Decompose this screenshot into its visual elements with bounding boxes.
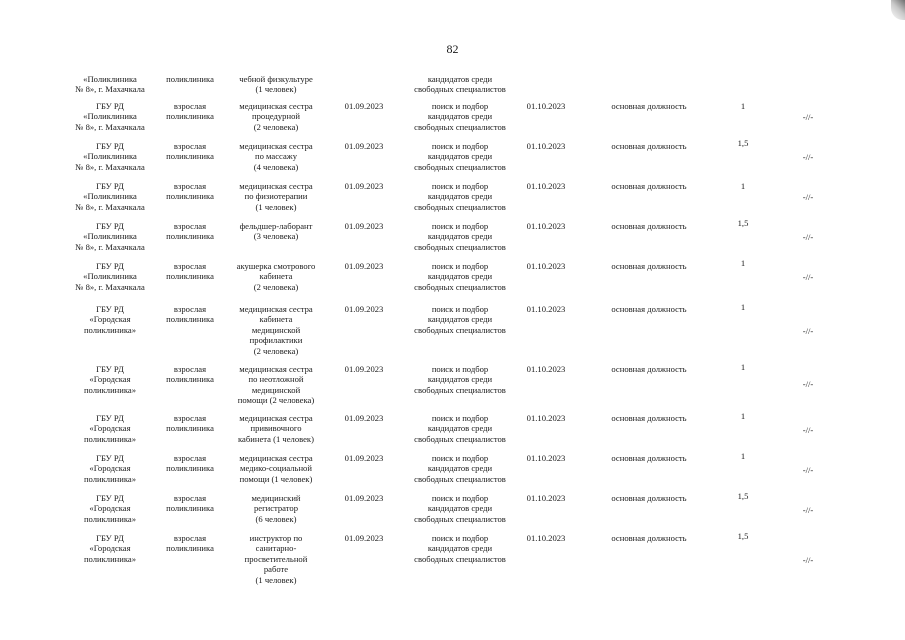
activity-cell <box>402 413 518 444</box>
position-cell <box>225 413 327 444</box>
organization-cell-line: поликлиника» <box>83 513 137 524</box>
position-cell-line: профилактики <box>249 335 303 346</box>
institution-type-cell <box>150 74 230 84</box>
organization-cell-line: ГБУ РД <box>96 453 124 463</box>
organization-cell-line: № 8», г. Махачкала <box>75 84 145 95</box>
start-date-cell: 01.09.2023 <box>344 141 384 151</box>
institution-type-cell-line: взрослая <box>173 364 207 374</box>
position-cell-line: (1 человек) <box>255 201 297 212</box>
activity-cell <box>402 221 518 252</box>
organization-cell-line: ГБУ РД <box>96 364 124 374</box>
institution-type-cell-line: взрослая <box>173 181 207 191</box>
activity-cell-line: свободных специалистов <box>414 281 506 292</box>
position-cell-line: медицинский <box>251 493 301 503</box>
organization-cell-line: ГБУ РД <box>96 141 124 151</box>
institution-type-cell <box>150 413 230 434</box>
end-date-cell: 01.10.2023 <box>526 101 566 111</box>
activity-cell-line: поиск и подбор <box>431 141 489 151</box>
rate-cell: 1 <box>740 101 746 111</box>
activity-cell <box>402 181 518 212</box>
end-date-cell: 01.10.2023 <box>526 304 566 314</box>
activity-cell-line: кандидатов среди <box>427 74 493 84</box>
ditto-mark-cell: -//- <box>802 425 814 435</box>
organization-cell <box>55 453 165 484</box>
organization-cell-line: «Поликлиника <box>83 271 137 282</box>
start-date-cell: 01.09.2023 <box>344 364 384 374</box>
position-cell-line: медицинской <box>251 324 301 335</box>
activity-cell-line: кандидатов среди <box>427 423 493 434</box>
activity-cell-line: поиск и подбор <box>431 304 489 314</box>
activity-cell-line: кандидатов среди <box>427 111 493 122</box>
activity-cell-line: свободных специалистов <box>414 553 506 564</box>
position-cell-line: медицинской <box>251 384 301 395</box>
organization-cell-line: «Поликлиника <box>83 191 137 202</box>
institution-type-cell-line: взрослая <box>173 533 207 543</box>
position-cell-line: инструктор по <box>249 533 303 543</box>
position-cell-line: (2 человека) <box>253 121 299 132</box>
organization-cell <box>55 141 165 172</box>
activity-cell-line: поиск и подбор <box>431 261 489 271</box>
position-cell-line: (2 человека) <box>253 345 299 356</box>
organization-cell <box>55 304 165 335</box>
position-cell-line: медицинская сестра <box>239 364 313 374</box>
organization-cell <box>55 74 165 95</box>
employment-kind-cell: основная должность <box>611 141 687 151</box>
position-cell-line: кабинета <box>259 314 293 325</box>
employment-kind-cell: основная должность <box>611 453 687 463</box>
organization-cell-line: «Городская <box>89 543 131 554</box>
activity-cell-line: свободных специалистов <box>414 121 506 132</box>
institution-type-cell <box>150 453 230 474</box>
activity-cell-line: поиск и подбор <box>431 101 489 111</box>
activity-cell <box>402 533 518 564</box>
rate-cell: 1 <box>740 258 746 268</box>
position-cell <box>225 493 327 524</box>
activity-cell <box>402 453 518 484</box>
activity-cell <box>402 141 518 172</box>
organization-cell <box>55 364 165 395</box>
position-cell <box>225 261 327 292</box>
activity-cell-line: свободных специалистов <box>414 84 506 95</box>
institution-type-cell <box>150 493 230 514</box>
activity-cell <box>402 364 518 395</box>
ditto-mark-cell: -//- <box>802 379 814 389</box>
end-date-cell: 01.10.2023 <box>526 221 566 231</box>
position-cell-line: медицинская сестра <box>239 413 313 423</box>
institution-type-cell <box>150 364 230 385</box>
start-date-cell: 01.09.2023 <box>344 101 384 111</box>
institution-type-cell-line: поликлиника <box>166 503 214 514</box>
ditto-mark-cell: -//- <box>802 505 814 515</box>
end-date-cell: 01.10.2023 <box>526 413 566 423</box>
activity-cell-line: поиск и подбор <box>431 364 489 374</box>
position-cell-line: помощи (1 человек) <box>239 473 313 484</box>
position-cell-line: (3 человека) <box>253 231 299 242</box>
organization-cell <box>55 181 165 212</box>
organization-cell-line: поликлиника» <box>83 433 137 444</box>
rate-cell: 1,5 <box>737 138 749 148</box>
page-number: 82 <box>446 42 459 56</box>
position-cell-line: медико-социальной <box>240 463 312 474</box>
institution-type-cell-line: поликлиника <box>166 463 214 474</box>
position-cell <box>225 141 327 172</box>
activity-cell-line: поиск и подбор <box>431 533 489 543</box>
organization-cell-line: № 8», г. Махачкала <box>75 241 145 252</box>
end-date-cell: 01.10.2023 <box>526 261 566 271</box>
institution-type-cell-line: поликлиника <box>166 191 214 202</box>
activity-cell-line: свободных специалистов <box>414 473 506 484</box>
activity-cell <box>402 493 518 524</box>
position-cell-line: чебной физкультуре <box>239 74 313 84</box>
organization-cell-line: № 8», г. Махачкала <box>75 121 145 132</box>
activity-cell <box>402 304 518 335</box>
position-cell-line: санитарно- <box>255 543 297 554</box>
institution-type-cell-line: взрослая <box>173 453 207 463</box>
position-cell-line: кабинета (1 человек) <box>238 433 314 444</box>
start-date-cell: 01.09.2023 <box>344 453 384 463</box>
institution-type-cell-line: взрослая <box>173 101 207 111</box>
ditto-mark-cell: -//- <box>802 112 814 122</box>
start-date-cell: 01.09.2023 <box>344 533 384 543</box>
position-cell-line: (1 человек) <box>255 84 297 95</box>
position-cell-line: (1 человек) <box>255 574 297 585</box>
organization-cell-line: ГБУ РД <box>96 101 124 111</box>
rate-cell: 1,5 <box>737 491 749 501</box>
end-date-cell: 01.10.2023 <box>526 364 566 374</box>
organization-cell-line: поликлиника» <box>83 384 137 395</box>
position-cell-line: фельдшер-лаборант <box>239 221 313 231</box>
end-date-cell: 01.10.2023 <box>526 453 566 463</box>
position-cell-line: (4 человека) <box>253 161 299 172</box>
institution-type-cell-line: поликлиника <box>166 74 214 84</box>
start-date-cell: 01.09.2023 <box>344 493 384 503</box>
organization-cell <box>55 221 165 252</box>
activity-cell <box>402 261 518 292</box>
end-date-cell: 01.10.2023 <box>526 493 566 503</box>
rate-cell: 1 <box>740 411 746 421</box>
scan-corner-shadow <box>891 0 905 20</box>
activity-cell-line: кандидатов среди <box>427 271 493 282</box>
start-date-cell: 01.09.2023 <box>344 221 384 231</box>
position-cell-line: по физиотерапии <box>244 191 308 202</box>
activity-cell-line: кандидатов среди <box>427 374 493 385</box>
institution-type-cell-line: взрослая <box>173 304 207 314</box>
position-cell-line: акушерка смотрового <box>236 261 316 271</box>
position-cell-line: прививочного <box>250 423 302 434</box>
activity-cell-line: кандидатов среди <box>427 463 493 474</box>
employment-kind-cell: основная должность <box>611 533 687 543</box>
organization-cell-line: ГБУ РД <box>96 261 124 271</box>
ditto-mark-cell: -//- <box>802 465 814 475</box>
institution-type-cell-line: поликлиника <box>166 543 214 554</box>
position-cell-line: медицинская сестра <box>239 181 313 191</box>
employment-kind-cell: основная должность <box>611 493 687 503</box>
position-cell-line: по массажу <box>254 151 298 162</box>
activity-cell-line: кандидатов среди <box>427 231 493 242</box>
start-date-cell: 01.09.2023 <box>344 304 384 314</box>
activity-cell-line: свободных специалистов <box>414 384 506 395</box>
end-date-cell: 01.10.2023 <box>526 533 566 543</box>
employment-kind-cell: основная должность <box>611 413 687 423</box>
activity-cell-line: кандидатов среди <box>427 314 493 325</box>
ditto-mark-cell: -//- <box>802 272 814 282</box>
rate-cell: 1 <box>740 362 746 372</box>
position-cell-line: медицинская сестра <box>239 101 313 111</box>
position-cell-line: просветительной <box>244 553 308 564</box>
activity-cell-line: свободных специалистов <box>414 324 506 335</box>
institution-type-cell <box>150 304 230 325</box>
rate-cell: 1,5 <box>737 218 749 228</box>
organization-cell-line: № 8», г. Махачкала <box>75 161 145 172</box>
institution-type-cell-line: поликлиника <box>166 423 214 434</box>
position-cell <box>225 101 327 132</box>
position-cell-line: по неотложной <box>248 374 304 385</box>
organization-cell-line: поликлиника» <box>83 473 137 484</box>
activity-cell-line: свободных специалистов <box>414 241 506 252</box>
organization-cell-line: ГБУ РД <box>96 493 124 503</box>
position-cell <box>225 304 327 356</box>
organization-cell-line: ГБУ РД <box>96 533 124 543</box>
institution-type-cell-line: поликлиника <box>166 314 214 325</box>
position-cell-line: медицинская сестра <box>239 453 313 463</box>
organization-cell-line: «Поликлиника <box>83 151 137 162</box>
ditto-mark-cell: -//- <box>802 326 814 336</box>
rate-cell: 1 <box>740 181 746 191</box>
employment-kind-cell: основная должность <box>611 221 687 231</box>
position-cell <box>225 74 327 95</box>
institution-type-cell-line: взрослая <box>173 261 207 271</box>
start-date-cell: 01.09.2023 <box>344 413 384 423</box>
rate-cell: 1 <box>740 302 746 312</box>
institution-type-cell <box>150 261 230 282</box>
ditto-mark-cell: -//- <box>802 152 814 162</box>
organization-cell-line: «Поликлиника <box>83 74 137 84</box>
activity-cell-line: поиск и подбор <box>431 493 489 503</box>
organization-cell-line: ГБУ РД <box>96 181 124 191</box>
ditto-mark-cell: -//- <box>802 555 814 565</box>
institution-type-cell <box>150 141 230 162</box>
position-cell-line: (2 человека) <box>253 281 299 292</box>
position-cell-line: работе <box>263 564 289 575</box>
rate-cell: 1 <box>740 451 746 461</box>
organization-cell-line: поликлиника» <box>83 553 137 564</box>
institution-type-cell-line: поликлиника <box>166 151 214 162</box>
organization-cell-line: № 8», г. Махачкала <box>75 201 145 212</box>
activity-cell-line: кандидатов среди <box>427 543 493 554</box>
institution-type-cell <box>150 101 230 122</box>
position-cell-line: кабинета <box>259 271 293 282</box>
activity-cell-line: поиск и подбор <box>431 221 489 231</box>
institution-type-cell <box>150 533 230 554</box>
activity-cell-line: свободных специалистов <box>414 433 506 444</box>
position-cell-line: помощи (2 человека) <box>237 395 315 406</box>
institution-type-cell-line: поликлиника <box>166 271 214 282</box>
organization-cell-line: № 8», г. Махачкала <box>75 281 145 292</box>
position-cell <box>225 181 327 212</box>
organization-cell-line: «Городская <box>89 314 131 325</box>
organization-cell <box>55 101 165 132</box>
institution-type-cell-line: взрослая <box>173 141 207 151</box>
position-cell <box>225 453 327 484</box>
institution-type-cell-line: взрослая <box>173 413 207 423</box>
employment-kind-cell: основная должность <box>611 101 687 111</box>
end-date-cell: 01.10.2023 <box>526 181 566 191</box>
ditto-mark-cell: -//- <box>802 232 814 242</box>
organization-cell <box>55 533 165 564</box>
activity-cell <box>402 74 518 95</box>
position-cell-line: (6 человек) <box>255 513 297 524</box>
organization-cell-line: «Поликлиника <box>83 231 137 242</box>
organization-cell-line: «Поликлиника <box>83 111 137 122</box>
position-cell <box>225 533 327 585</box>
institution-type-cell-line: поликлиника <box>166 111 214 122</box>
institution-type-cell <box>150 221 230 242</box>
activity-cell-line: кандидатов среди <box>427 503 493 514</box>
institution-type-cell-line: взрослая <box>173 493 207 503</box>
organization-cell-line: «Городская <box>89 374 131 385</box>
rate-cell: 1,5 <box>737 531 749 541</box>
position-cell-line: медицинская сестра <box>239 304 313 314</box>
organization-cell-line: «Городская <box>89 423 131 434</box>
organization-cell <box>55 413 165 444</box>
organization-cell-line: ГБУ РД <box>96 413 124 423</box>
organization-cell-line: «Городская <box>89 503 131 514</box>
organization-cell <box>55 261 165 292</box>
activity-cell-line: свободных специалистов <box>414 201 506 212</box>
organization-cell-line: «Городская <box>89 463 131 474</box>
activity-cell-line: кандидатов среди <box>427 151 493 162</box>
employment-kind-cell: основная должность <box>611 304 687 314</box>
institution-type-cell-line: поликлиника <box>166 374 214 385</box>
activity-cell-line: поиск и подбор <box>431 181 489 191</box>
organization-cell-line: ГБУ РД <box>96 221 124 231</box>
employment-kind-cell: основная должность <box>611 261 687 271</box>
activity-cell <box>402 101 518 132</box>
position-cell-line: регистратор <box>253 503 299 514</box>
start-date-cell: 01.09.2023 <box>344 261 384 271</box>
activity-cell-line: свободных специалистов <box>414 161 506 172</box>
activity-cell-line: свободных специалистов <box>414 513 506 524</box>
position-cell-line: процедурной <box>252 111 300 122</box>
institution-type-cell-line: взрослая <box>173 221 207 231</box>
organization-cell-line: ГБУ РД <box>96 304 124 314</box>
position-cell <box>225 364 327 406</box>
position-cell-line: медицинская сестра <box>239 141 313 151</box>
institution-type-cell-line: поликлиника <box>166 231 214 242</box>
organization-cell <box>55 493 165 524</box>
organization-cell-line: поликлиника» <box>83 324 137 335</box>
employment-kind-cell: основная должность <box>611 364 687 374</box>
activity-cell-line: поиск и подбор <box>431 413 489 423</box>
employment-kind-cell: основная должность <box>611 181 687 191</box>
end-date-cell: 01.10.2023 <box>526 141 566 151</box>
institution-type-cell <box>150 181 230 202</box>
position-cell <box>225 221 327 242</box>
start-date-cell: 01.09.2023 <box>344 181 384 191</box>
ditto-mark-cell: -//- <box>802 192 814 202</box>
activity-cell-line: кандидатов среди <box>427 191 493 202</box>
activity-cell-line: поиск и подбор <box>431 453 489 463</box>
